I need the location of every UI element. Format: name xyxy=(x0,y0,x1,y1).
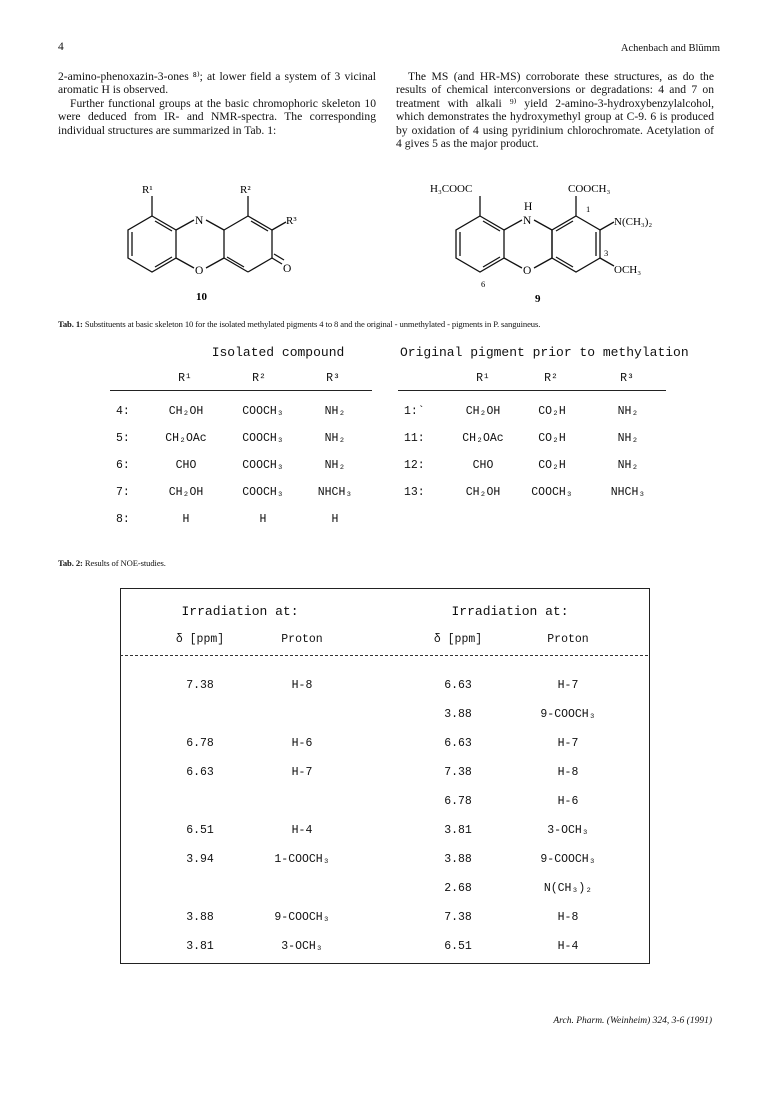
tab2-dashed-rule xyxy=(120,655,648,656)
tab2-proton-2: H-6 xyxy=(557,795,579,808)
tab1-left-r1: CHO xyxy=(175,459,197,472)
right-paragraph-1: The MS (and HR-MS) corroborate these structures, as do the results of chemical interconversions or degradations: 4 and 7 on treatment with alkali ⁹⁾ yield 2-amino-3-hydroxybenzylalcohol, which demonstrates the hydroxymethyl group at C-9. 6 is produced by oxidation of 4 using pyridinium chlorochromate. Acetylation of 4 gives 5 as the major product. xyxy=(396,70,714,151)
left-paragraph-1: 2-amino-phenoxazin-3-ones ⁸⁾; at lower field a system of 3 vicinal aromatic H is observed. xyxy=(58,70,376,97)
o-ring-atom-9: O xyxy=(523,265,532,277)
tab2-proton-2: H-7 xyxy=(557,737,579,750)
tab1-left-r2: COOCH₃ xyxy=(242,459,284,472)
tab2-proton-2: 9-COOCH₃ xyxy=(540,708,596,721)
tab1-left-title: Isolated compound xyxy=(211,345,345,360)
tab1-left-id: 4: xyxy=(116,405,130,418)
tab2-delta-1: 6.63 xyxy=(186,766,214,779)
h-atom: H xyxy=(524,201,533,213)
tab2-caption-text: Results of NOE-studies. xyxy=(84,558,166,568)
tab2-delta-1: 3.94 xyxy=(186,853,214,866)
tab2-left-delta-header: δ [ppm] xyxy=(175,633,225,646)
tab1-left-r2: H xyxy=(259,513,267,526)
tab2-proton-2: H-7 xyxy=(557,679,579,692)
position-3-label: 3 xyxy=(604,248,609,258)
position-6-label: 6 xyxy=(481,279,486,289)
tab1-right-id: 1:` xyxy=(404,405,425,418)
tab2-proton-2: H-4 xyxy=(557,940,579,953)
tab1-left-id: 5: xyxy=(116,432,130,445)
ester-left-label: H₃COOC xyxy=(430,183,473,195)
tab1-right-r2: COOCH₃ xyxy=(531,486,573,499)
tab2-delta-1: 6.51 xyxy=(186,824,214,837)
tab1-right-id: 13: xyxy=(404,486,425,499)
tab2-delta-2: 7.38 xyxy=(444,911,472,924)
tab1-left-header-r3: R³ xyxy=(326,372,340,385)
tab1-right-r3: NH₂ xyxy=(617,459,639,472)
tab2-right-group-title: Irradiation at: xyxy=(451,604,569,619)
tab2-delta-1: 7.38 xyxy=(186,679,214,692)
tab2-delta-1: 3.88 xyxy=(186,911,214,924)
tab1-right-r3: NH₂ xyxy=(617,405,639,418)
tab2-delta-2: 3.88 xyxy=(444,853,472,866)
tab2-proton-1: H-4 xyxy=(291,824,313,837)
tab1-caption-text: Substituents at basic skeleton 10 for the isolated methylated pigments 4 to 8 and the original - unmethylated - pigments in P. sanguineus. xyxy=(84,319,541,329)
tab1-left-r2: COOCH₃ xyxy=(242,405,284,418)
tab1-left-header-r1: R¹ xyxy=(178,372,192,385)
nme2-label: N(CH₃)₂ xyxy=(614,216,653,228)
tab1-right-header-r2: R² xyxy=(544,372,558,385)
tab2-proton-2: 9-COOCH₃ xyxy=(540,853,596,866)
o-ring-atom: O xyxy=(195,265,204,277)
tab1-left-r1: H xyxy=(182,513,190,526)
tab1-left-r3: NHCH₃ xyxy=(317,486,353,499)
tab2-proton-1: 9-COOCH₃ xyxy=(274,911,330,924)
running-header-authors: Achenbach and Blümm xyxy=(620,43,720,54)
tab2-delta-2: 3.81 xyxy=(444,824,472,837)
tab2-delta-1: 3.81 xyxy=(186,940,214,953)
tab1-right-r1: CH₂OAc xyxy=(462,432,504,445)
tab2-proton-1: 3-OCH₃ xyxy=(281,940,323,953)
tab1-left-r1: CH₂OH xyxy=(168,486,204,499)
tab2-left-group-title: Irradiation at: xyxy=(181,604,299,619)
tab1-left-r2: COOCH₃ xyxy=(242,432,284,445)
ester-right-label: COOCH₃ xyxy=(568,183,611,195)
tab1-right-header-r1: R¹ xyxy=(476,372,490,385)
och3-label: OCH₃ xyxy=(614,264,642,276)
position-1-label: 1 xyxy=(586,204,591,214)
tab2-delta-2: 7.38 xyxy=(444,766,472,779)
tab2-right-proton-header: Proton xyxy=(547,633,589,646)
tab2-proton-1: H-8 xyxy=(291,679,313,692)
tab1-right-id: 12: xyxy=(404,459,425,472)
tab1-left-id: 8: xyxy=(116,513,130,526)
r1-label: R¹ xyxy=(142,184,153,196)
tab1-caption-label: Tab. 1: xyxy=(58,319,83,329)
r2-label: R² xyxy=(240,184,251,196)
tab1-left-r3: NH₂ xyxy=(324,405,346,418)
tab1-right-title: Original pigment prior to methylation xyxy=(400,345,689,360)
tab1-right-r1: CH₂OH xyxy=(465,405,501,418)
tab2-delta-2: 3.88 xyxy=(444,708,472,721)
tab1-right-r2: CO₂H xyxy=(538,432,566,445)
tab1-right-r3: NH₂ xyxy=(617,432,639,445)
tab2-delta-1: 6.78 xyxy=(186,737,214,750)
n-atom-9: N xyxy=(523,215,532,227)
tab2-proton-1: H-6 xyxy=(291,737,313,750)
tab1-left-id: 6: xyxy=(116,459,130,472)
tab1-right-r1: CHO xyxy=(472,459,494,472)
tab2-caption-label: Tab. 2: xyxy=(58,558,83,568)
o-keto-atom: O xyxy=(283,263,292,275)
tab2-proton-2: 3-OCH₃ xyxy=(547,824,589,837)
tab1-left-r1: CH₂OAc xyxy=(165,432,207,445)
tab1-left-r3: H xyxy=(331,513,339,526)
tab1-left-r3: NH₂ xyxy=(324,432,346,445)
tab1-right-header-r3: R³ xyxy=(620,372,634,385)
tab1-right-id: 11: xyxy=(404,432,425,445)
tab1-right-r2: CO₂H xyxy=(538,405,566,418)
tab2-delta-2: 6.51 xyxy=(444,940,472,953)
n-atom: N xyxy=(195,215,204,227)
tab2-proton-2: H-8 xyxy=(557,766,579,779)
tab2-delta-2: 6.63 xyxy=(444,679,472,692)
tab1-left-r3: NH₂ xyxy=(324,459,346,472)
tab2-proton-1: 1-COOCH₃ xyxy=(274,853,330,866)
tab2-delta-2: 2.68 xyxy=(444,882,472,895)
tab1-right-r2: CO₂H xyxy=(538,459,566,472)
tab2-delta-2: 6.63 xyxy=(444,737,472,750)
structure-10-label: 10 xyxy=(196,291,207,303)
tab1-right-r3: NHCH₃ xyxy=(610,486,646,499)
page-number: 4 xyxy=(58,41,64,53)
tab2-proton-2: H-8 xyxy=(557,911,579,924)
tab2-proton-2: N(CH₃)₂ xyxy=(543,882,593,895)
tab1-left-id: 7: xyxy=(116,486,130,499)
tab2-proton-1: H-7 xyxy=(291,766,313,779)
tab2-right-delta-header: δ [ppm] xyxy=(433,633,483,646)
footer-citation: Arch. Pharm. (Weinheim) 324, 3-6 (1991) xyxy=(553,1016,712,1026)
tab1-left-header-r2: R² xyxy=(252,372,266,385)
tab2-left-proton-header: Proton xyxy=(281,633,323,646)
r3-label: R³ xyxy=(286,215,297,227)
tab1-left-r1: CH₂OH xyxy=(168,405,204,418)
tab1-right-r1: CH₂OH xyxy=(465,486,501,499)
tab1-left-r2: COOCH₃ xyxy=(242,486,284,499)
structure-9-label: 9 xyxy=(535,293,541,305)
tab2-delta-2: 6.78 xyxy=(444,795,472,808)
left-paragraph-2: Further functional groups at the basic chromophoric skeleton 10 were deduced from IR- and NMR-spectra. The corresponding individual structures are summarized in Tab. 1: xyxy=(58,96,376,137)
